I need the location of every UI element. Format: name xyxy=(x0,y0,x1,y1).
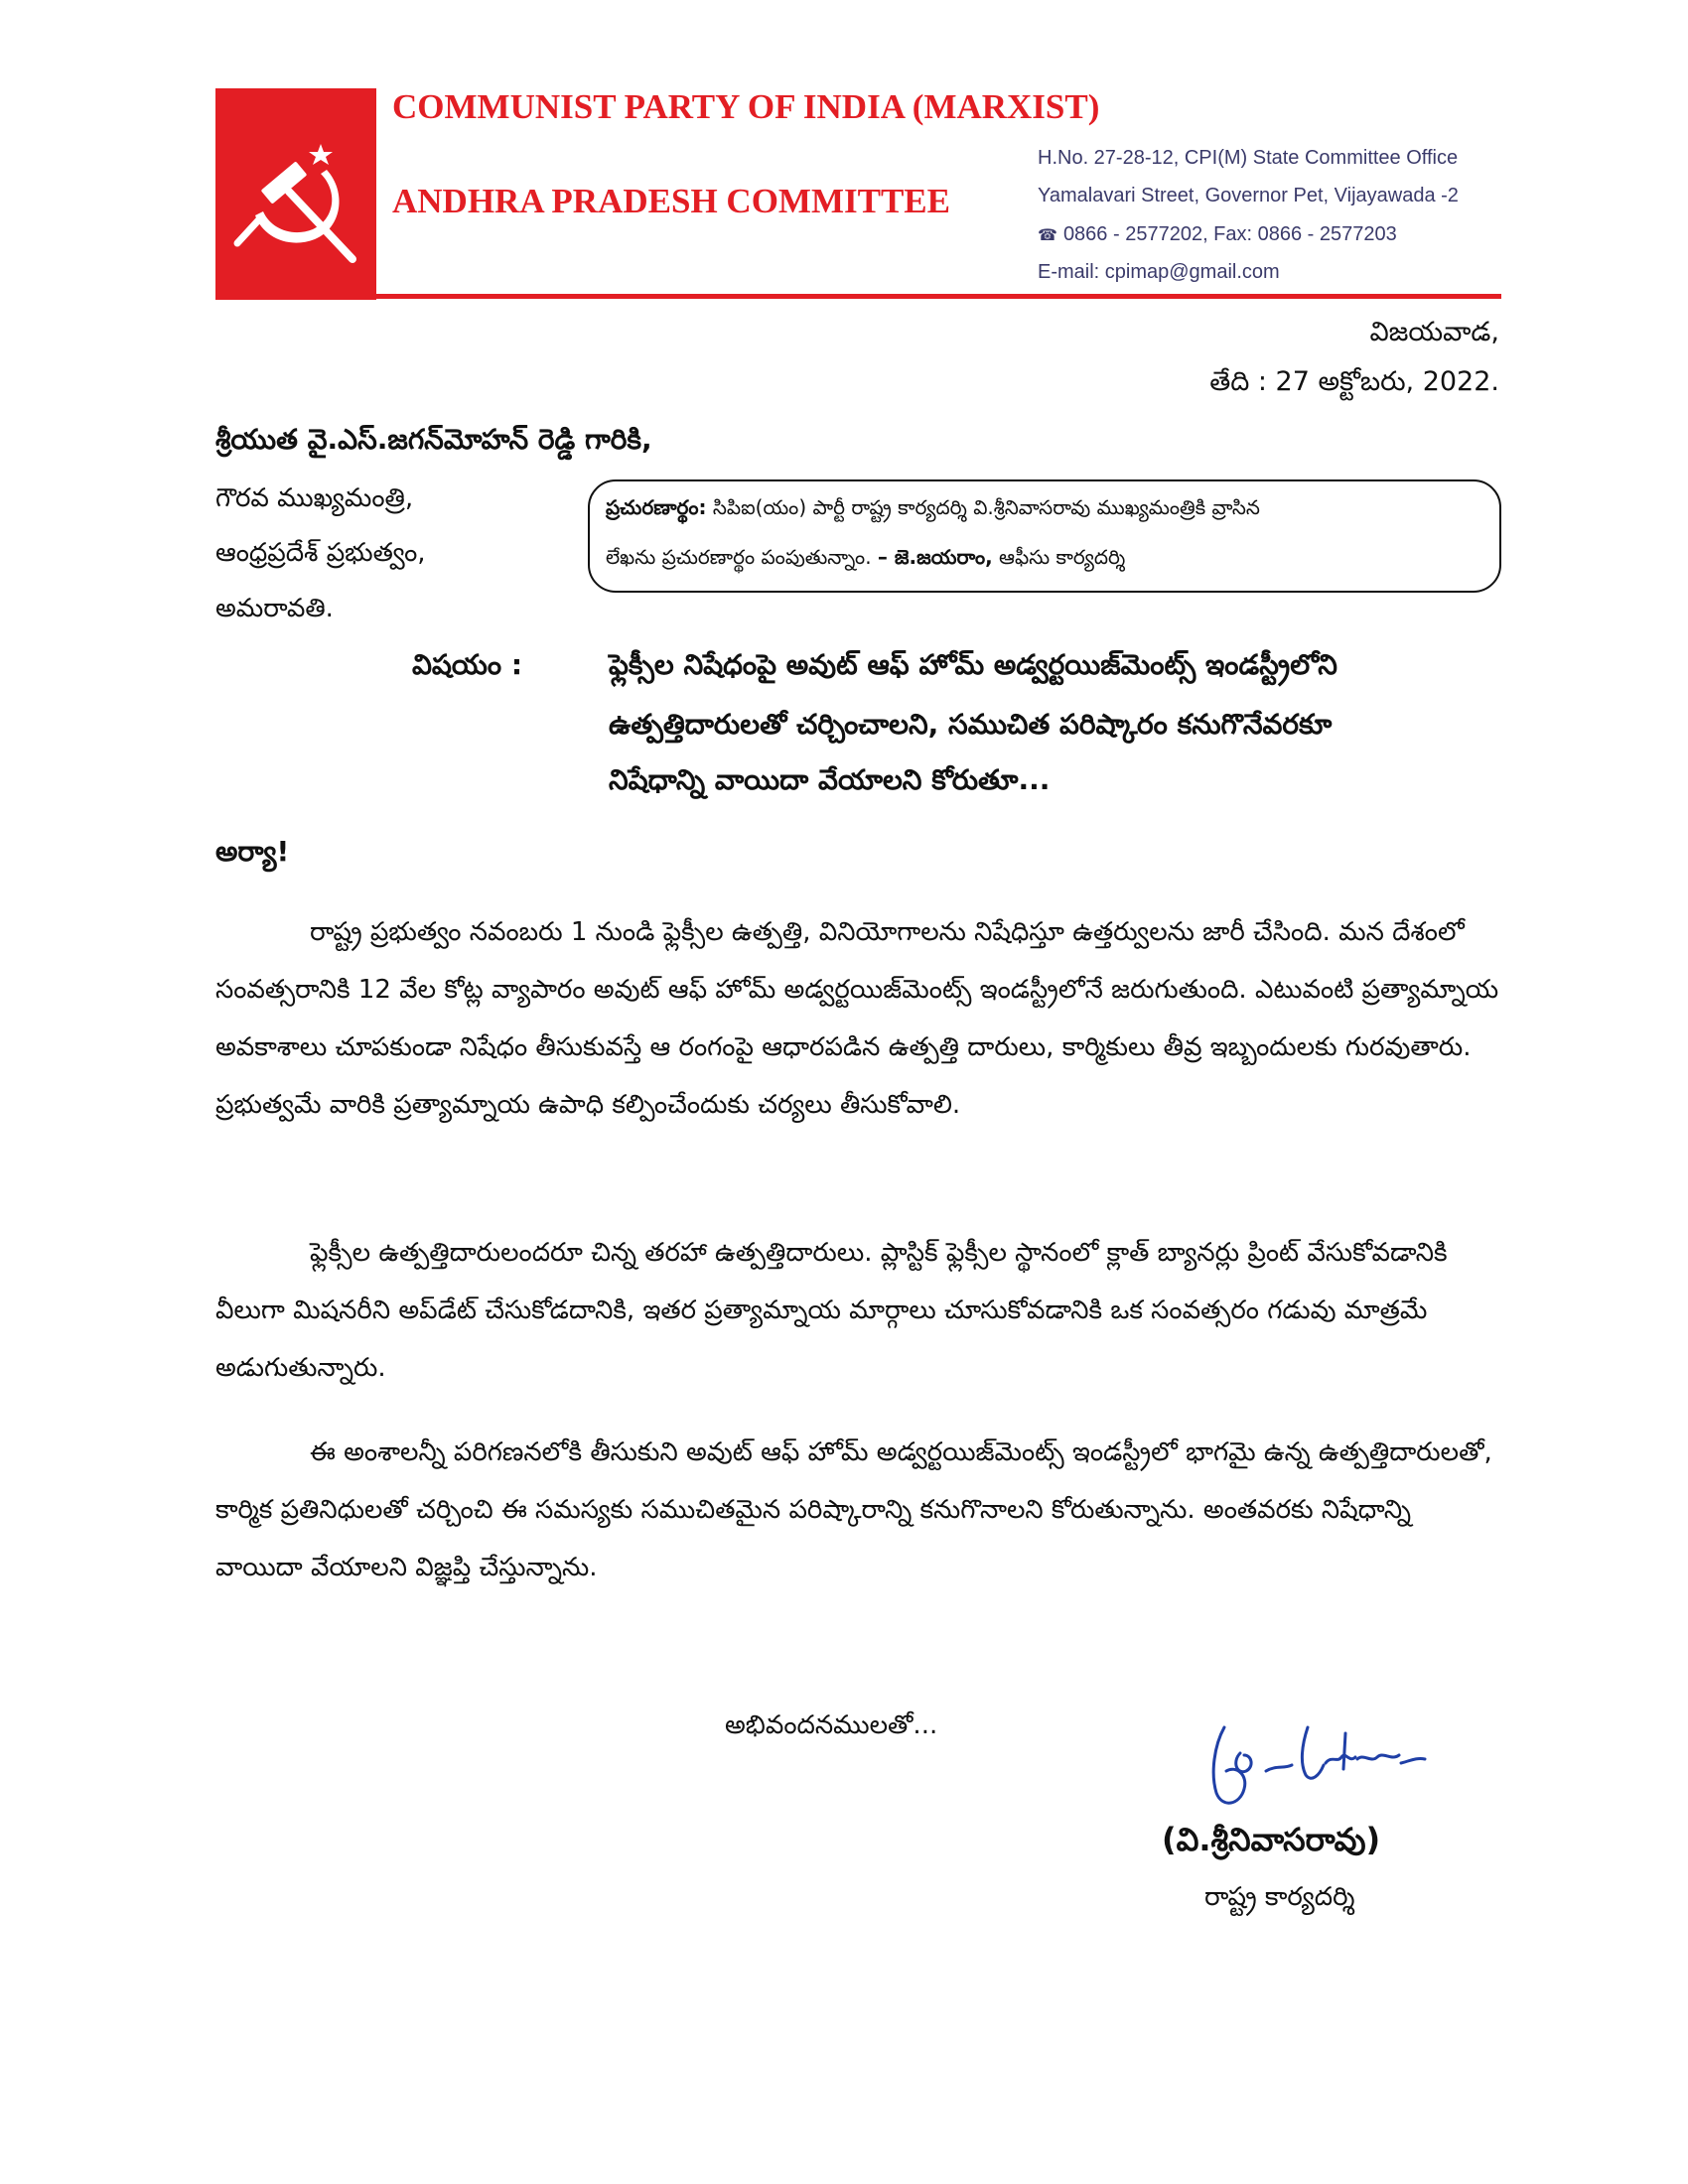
party-logo xyxy=(215,88,376,300)
signer-name: (వి.శ్రీనివాసరావు) xyxy=(1162,1821,1381,1858)
press-note-text-1: సిపిఐ(యం) పార్టీ రాష్ట్ర కార్యదర్శి వి.శ్రీనివాసరావు ముఖ్యమంత్రికి వ్రాసిన xyxy=(712,495,1260,519)
press-note-label: ప్రచురణార్థం: xyxy=(606,495,707,519)
address-line-1: H.No. 27-28-12, CPI(M) State Committee Office xyxy=(1038,147,1459,169)
subject-line-3: నిషేధాన్ని వాయిదా వేయాలని కోరుతూ... xyxy=(609,763,1051,796)
paragraph-3-text: ఈ అంశాలన్నీ పరిగణనలోకి తీసుకుని అవుట్ ఆఫ్ హోమ్ అడ్వర్టయిజ్‌మెంట్స్ ఇండస్ట్రీలో భాగమై ఉన్న ఉత్పత్తిదారులతో, కార్మిక ప్రతినిధులతో చర్చించి ఈ సమస్యకు సముచితమైన పరిష్కారాన్ని కనుగొనాలని కోరుతున్నాను. అంతవరకు నిషేధాన్ని వాయిదా వేయాలని విజ్ఞప్తి చేస్తున్నాను. xyxy=(215,1437,1492,1582)
paragraph-1-text: రాష్ట్ర ప్రభుత్వం నవంబరు 1 నుండి ఫ్లెక్సీల ఉత్పత్తి, వినియోగాలను నిషేధిస్తూ ఉత్తర్వులను జారీ చేసింది. మన దేశంలో సంవత్సరానికి 12 వేల కోట్ల వ్యాపారం అవుట్ ఆఫ్ హోమ్ అడ్వర్టయిజ్‌మెంట్స్ ఇండస్ట్రీలోనే జరుగుతుంది. ఎటువంటి ప్రత్యామ్నాయ అవకాశాలు చూపకుండా నిషేధం తీసుకువస్తే ఆ రంగంపై ఆధారపడిన ఉత్పత్తి దారులు, కార్మికులు తీవ్ర ఇబ్బందులకు గురవుతారు. ప్రభుత్వమే వారికి ప్రత్యామ్నాయ ఉపాధి కల్పించేందుకు చర్యలు తీసుకోవాలి. xyxy=(215,917,1499,1120)
subject-line-2: ఉత్పత్తిదారులతో చర్చించాలని, సముచిత పరిష్కారం కనుగొనేవరకూ xyxy=(609,708,1333,741)
letter-place: విజయవాడ, xyxy=(1369,317,1499,347)
body-paragraph-3 xyxy=(215,1424,1501,1596)
committee-name: ANDHRA PRADESH COMMITTEE xyxy=(392,182,950,220)
recipient-government: ఆంధ్రప్రదేశ్ ప్రభుత్వం, xyxy=(215,538,426,568)
handwritten-signature xyxy=(1196,1706,1465,1815)
press-note-sender-role: ఆఫీసు కార్యదర్శి xyxy=(992,545,1126,569)
closing-salutation: అభివందనములతో... xyxy=(725,1710,938,1740)
press-note-sender: – జె.జయరాం, xyxy=(877,545,993,569)
press-note-line-1 xyxy=(588,495,1501,520)
press-note-line-2 xyxy=(588,545,1501,570)
phone-numbers: 0866 - 2577202, Fax: 0866 - 2577203 xyxy=(1062,223,1397,245)
letterhead-divider xyxy=(376,294,1501,299)
phone-line xyxy=(1038,223,1504,246)
press-note-text-2: లేఖను ప్రచురణార్థం పంపుతున్నాం. xyxy=(606,545,878,569)
recipient-name: శ్రీయుత వై.ఎస్.జగన్‌మోహన్ రెడ్డి గారికి, xyxy=(215,423,652,456)
hammer-sickle-star-icon xyxy=(215,88,376,300)
recipient-city: అమరావతి. xyxy=(215,594,334,623)
recipient-designation: గౌరవ ముఖ్యమంత్రి, xyxy=(215,483,414,513)
subject-line-1: ఫ్లెక్సీల నిషేధంపై అవుట్ ఆఫ్ హోమ్ అడ్వర్టయిజ్‌మెంట్స్ ఇండస్ట్రీలోని xyxy=(609,648,1337,681)
letter-date: తేది : 27 అక్టోబరు, 2022. xyxy=(1209,366,1499,397)
body-paragraph-2 xyxy=(215,1224,1501,1397)
paragraph-2-text: ఫ్లెక్సీల ఉత్పత్తిదారులందరూ చిన్న తరహా ఉత్పత్తిదారులు. ప్లాస్టిక్ ఫ్లెక్సీల స్థానంలో క్లాత్ బ్యానర్లు ప్రింట్ వేసుకోవడానికి వీలుగా మిషనరీని అప్‌డేట్ చేసుకోడదానికి, ఇతర ప్రత్యామ్నాయ మార్గాలు చూసుకోవడానికి ఒక సంవత్సరం గడువు మాత్రమే అడుగుతున్నారు. xyxy=(215,1238,1448,1383)
greeting: అర్యా! xyxy=(215,835,290,868)
email-line: E-mail: cpimap@gmail.com xyxy=(1038,261,1280,283)
address-line-2: Yamalavari Street, Governor Pet, Vijayawada -2 xyxy=(1038,185,1459,206)
subject-label: విషయం : xyxy=(412,648,523,681)
telephone-icon: ☎ xyxy=(1038,227,1057,244)
body-paragraph-1 xyxy=(215,903,1501,1134)
signer-title: రాష్ట్ర కార్యదర్శి xyxy=(1204,1882,1355,1912)
party-name: COMMUNIST PARTY OF INDIA (MARXIST) xyxy=(392,87,1100,126)
